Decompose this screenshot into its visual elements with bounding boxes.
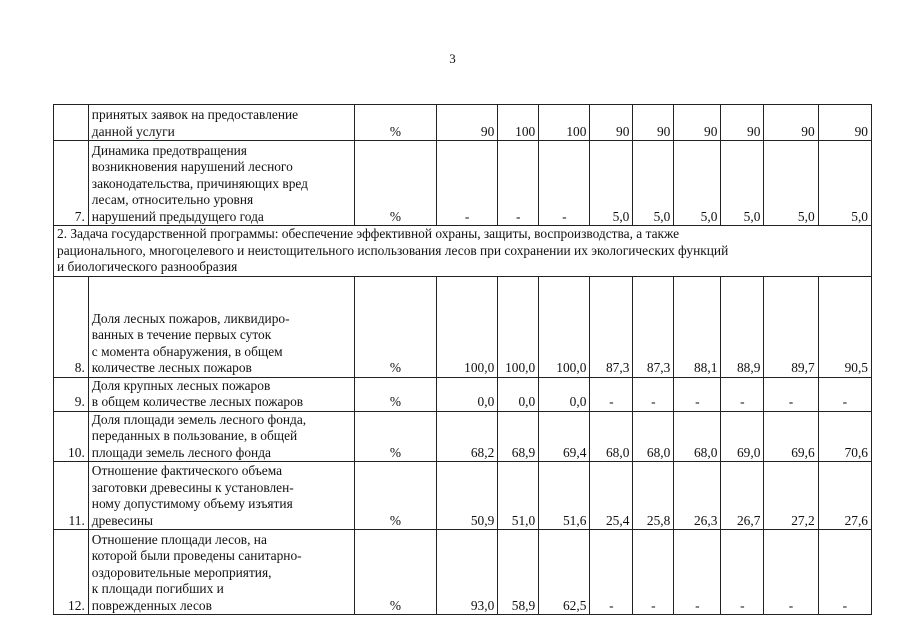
table-row [54, 462, 872, 530]
value-cell: 25,8 [633, 462, 674, 530]
value-cell: 68,0 [674, 411, 721, 462]
indicator-number: 8. [54, 276, 89, 377]
indicator-name: Доля крупных лесных пожаров в общем количестве лесных пожаров [88, 377, 354, 411]
value-cell: 90 [436, 105, 497, 141]
value-cell: 100 [498, 105, 539, 141]
value-cell: - [590, 530, 633, 615]
value-cell: - [674, 530, 721, 615]
value-cell: - [498, 141, 539, 226]
value-cell: 87,3 [633, 276, 674, 377]
value-cell: 69,4 [539, 411, 590, 462]
value-cell: 0,0 [498, 377, 539, 411]
value-cell: - [539, 141, 590, 226]
value-cell: 68,0 [633, 411, 674, 462]
value-cell: 68,0 [590, 411, 633, 462]
indicator-number [54, 105, 89, 141]
table-row [54, 276, 872, 377]
indicator-name: Доля площади земель лесного фонда, переданных в пользование, в общей площади земель лесного фонда [88, 411, 354, 462]
value-cell: 87,3 [590, 276, 633, 377]
value-cell: 62,5 [539, 530, 590, 615]
value-cell: 90 [818, 105, 871, 141]
value-cell: 25,4 [590, 462, 633, 530]
value-cell: 88,9 [721, 276, 764, 377]
value-cell: 58,9 [498, 530, 539, 615]
value-cell: 100,0 [436, 276, 497, 377]
indicator-number: 9. [54, 377, 89, 411]
indicator-unit: % [354, 377, 436, 411]
indicator-number: 7. [54, 141, 89, 226]
value-cell: 100 [539, 105, 590, 141]
value-cell: 5,0 [721, 141, 764, 226]
value-cell: 90 [674, 105, 721, 141]
indicator-unit: % [354, 462, 436, 530]
section-title: 2. Задача государственной программы: обеспечение эффективной охраны, защиты, воспроизводства, а также рационального, многоцелевого и неистощительного использования лесов при сохранении их экологических функций и биологического разнообразия [54, 226, 872, 277]
value-cell: 90 [633, 105, 674, 141]
indicator-name: Отношение фактического объема заготовки древесины к установлен- ному допустимому объему изъятия древесины [88, 462, 354, 530]
value-cell: 69,6 [764, 411, 818, 462]
value-cell: - [818, 530, 871, 615]
value-cell: 5,0 [633, 141, 674, 226]
value-cell: 51,6 [539, 462, 590, 530]
value-cell: 68,2 [436, 411, 497, 462]
value-cell: 90,5 [818, 276, 871, 377]
value-cell: - [674, 377, 721, 411]
value-cell: - [764, 530, 818, 615]
value-cell: 26,3 [674, 462, 721, 530]
indicator-unit: % [354, 411, 436, 462]
indicator-number: 10. [54, 411, 89, 462]
indicator-unit: % [354, 530, 436, 615]
value-cell: 5,0 [590, 141, 633, 226]
value-cell: 5,0 [674, 141, 721, 226]
value-cell: 90 [590, 105, 633, 141]
indicators-table [53, 104, 872, 615]
indicator-unit: % [354, 141, 436, 226]
value-cell: 93,0 [436, 530, 497, 615]
value-cell: 100,0 [498, 276, 539, 377]
value-cell: - [633, 377, 674, 411]
table-row [54, 411, 872, 462]
table-row [54, 377, 872, 411]
table-row [54, 141, 872, 226]
value-cell: - [818, 377, 871, 411]
value-cell: - [721, 377, 764, 411]
indicator-name: принятых заявок на предоставление данной услуги [88, 105, 354, 141]
value-cell: - [721, 530, 764, 615]
value-cell: 27,2 [764, 462, 818, 530]
value-cell: - [590, 377, 633, 411]
table-row [54, 105, 872, 141]
indicator-name: Динамика предотвращения возникновения нарушений лесного законодательства, причиняющих вред лесам, относительно уровня нарушений предыдущего года [88, 141, 354, 226]
section-header-row [54, 226, 872, 277]
page-number: 3 [449, 51, 456, 66]
indicator-number: 12. [54, 530, 89, 615]
value-cell: 89,7 [764, 276, 818, 377]
indicator-name: Доля лесных пожаров, ликвидиро- ванных в течение первых суток с момента обнаружения, в общем количестве лесных пожаров [88, 276, 354, 377]
value-cell: - [436, 141, 497, 226]
indicator-number: 11. [54, 462, 89, 530]
value-cell: 88,1 [674, 276, 721, 377]
value-cell: 90 [721, 105, 764, 141]
value-cell: 50,9 [436, 462, 497, 530]
value-cell: 70,6 [818, 411, 871, 462]
value-cell: 0,0 [436, 377, 497, 411]
value-cell: 5,0 [764, 141, 818, 226]
value-cell: 69,0 [721, 411, 764, 462]
value-cell: 0,0 [539, 377, 590, 411]
value-cell: 100,0 [539, 276, 590, 377]
value-cell: 68,9 [498, 411, 539, 462]
value-cell: 26,7 [721, 462, 764, 530]
value-cell: 90 [764, 105, 818, 141]
value-cell: 5,0 [818, 141, 871, 226]
indicator-name: Отношение площади лесов, на которой были проведены санитарно- оздоровительные мероприятия, к площади погибших и поврежденных лесов [88, 530, 354, 615]
indicator-unit: % [354, 105, 436, 141]
table-row [54, 530, 872, 615]
value-cell: - [633, 530, 674, 615]
value-cell: - [764, 377, 818, 411]
indicator-unit: % [354, 276, 436, 377]
value-cell: 51,0 [498, 462, 539, 530]
value-cell: 27,6 [818, 462, 871, 530]
